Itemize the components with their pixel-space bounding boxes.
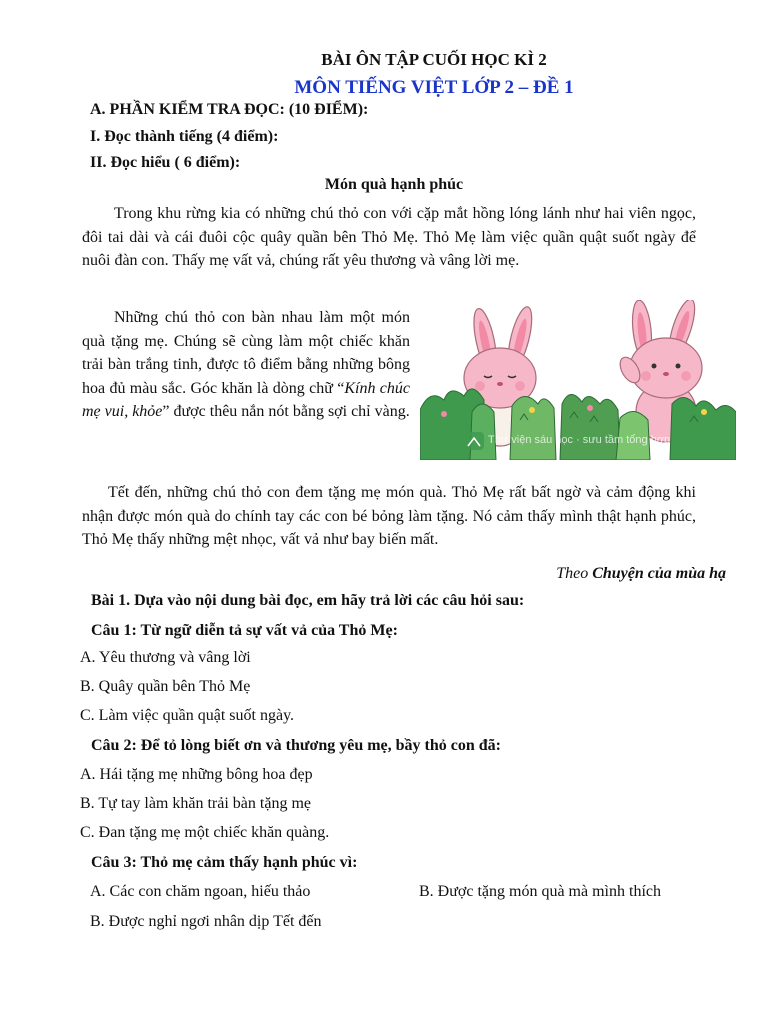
paragraph-2-text-a: Những chú thỏ con bàn nhau làm một món quà tặng mẹ. Chúng sẽ cùng làm một chiếc khăn trải bàn trắng tinh, được tô điểm bằng những bông hoa đủ màu sắc. Góc khăn là dòng chữ “ xyxy=(82,309,410,397)
source-prefix: Theo xyxy=(556,565,593,582)
source-book: Chuyện của mùa hạ xyxy=(592,565,726,582)
story-title: Món quà hạnh phúc xyxy=(324,176,464,193)
question-1-option-b: B. Quây quần bên Thỏ Mẹ xyxy=(80,678,251,695)
embroidered-phrase: Kính chúc mẹ vui, khỏe xyxy=(82,379,410,420)
story-paragraph-2 xyxy=(82,306,410,424)
question-3-option-a: A. Các con chăm ngoan, hiếu thảo xyxy=(90,883,311,900)
document-title: BÀI ÔN TẬP CUỐI HỌC KÌ 2 xyxy=(321,50,547,69)
question-2-option-b: B. Tự tay làm khăn trải bàn tặng mẹ xyxy=(80,795,311,812)
rabbits-illustration xyxy=(420,300,736,460)
question-3: Câu 3: Thỏ mẹ cảm thấy hạnh phúc vì: xyxy=(91,854,358,871)
paragraph-2-text-b: ” được thêu nắn nót bằng sợi chỉ vàng. xyxy=(162,403,410,420)
section-part-a: A. PHẦN KIỂM TRA ĐỌC: (10 ĐIỂM): xyxy=(90,101,369,118)
illustration-watermark: Thư viện sáu học · sưu tầm tổng hợp xyxy=(488,434,671,446)
story-source xyxy=(556,565,726,583)
document-subtitle: MÔN TIẾNG VIỆT LỚP 2 – ĐỀ 1 xyxy=(294,77,574,98)
question-2-option-c: C. Đan tặng mẹ một chiếc khăn quàng. xyxy=(80,824,330,841)
story-paragraph-1: Trong khu rừng kia có những chú thỏ con với cặp mắt hồng lóng lánh như hai viên ngọc, đôi tai dài và cái đuôi cộc quây quần bên Thỏ Mẹ. Thỏ Mẹ làm việc quần quật suốt ngày để nuôi đàn con. Thấy mẹ vất vả, chúng rất yêu thương và vâng lời mẹ. xyxy=(82,205,696,269)
question-2-option-a: A. Hái tặng mẹ những bông hoa đẹp xyxy=(80,766,313,783)
exercise-title: Bài 1. Dựa vào nội dung bài đọc, em hãy trả lời các câu hỏi sau: xyxy=(91,592,525,609)
story-paragraph-3: Tết đến, những chú thỏ con đem tặng mẹ món quà. Thỏ Mẹ rất bất ngờ và cảm động khi nhận được món quà do chính tay các con bé bỏng làm tặng. Nó cảm thấy mình thật hạnh phúc, Thỏ Mẹ thấy những mệt nhọc, vất vả như bay biến mất. xyxy=(82,484,696,548)
question-1-option-c: C. Làm việc quần quật suốt ngày. xyxy=(80,707,295,724)
question-3-option-c: B. Được nghỉ ngơi nhân dịp Tết đến xyxy=(90,913,322,930)
question-1-option-a: A. Yêu thương và vâng lời xyxy=(80,649,251,666)
section-part-ii: II. Đọc hiểu ( 6 điểm): xyxy=(90,154,241,171)
question-1: Câu 1: Từ ngữ diễn tả sự vất vả của Thỏ Mẹ: xyxy=(91,622,398,639)
section-part-i: I. Đọc thành tiếng (4 điểm): xyxy=(90,128,279,145)
question-2: Câu 2: Để tỏ lòng biết ơn và thương yêu mẹ, bầy thỏ con đã: xyxy=(91,737,502,754)
question-3-option-b: B. Được tặng món quà mà mình thích xyxy=(419,883,661,900)
